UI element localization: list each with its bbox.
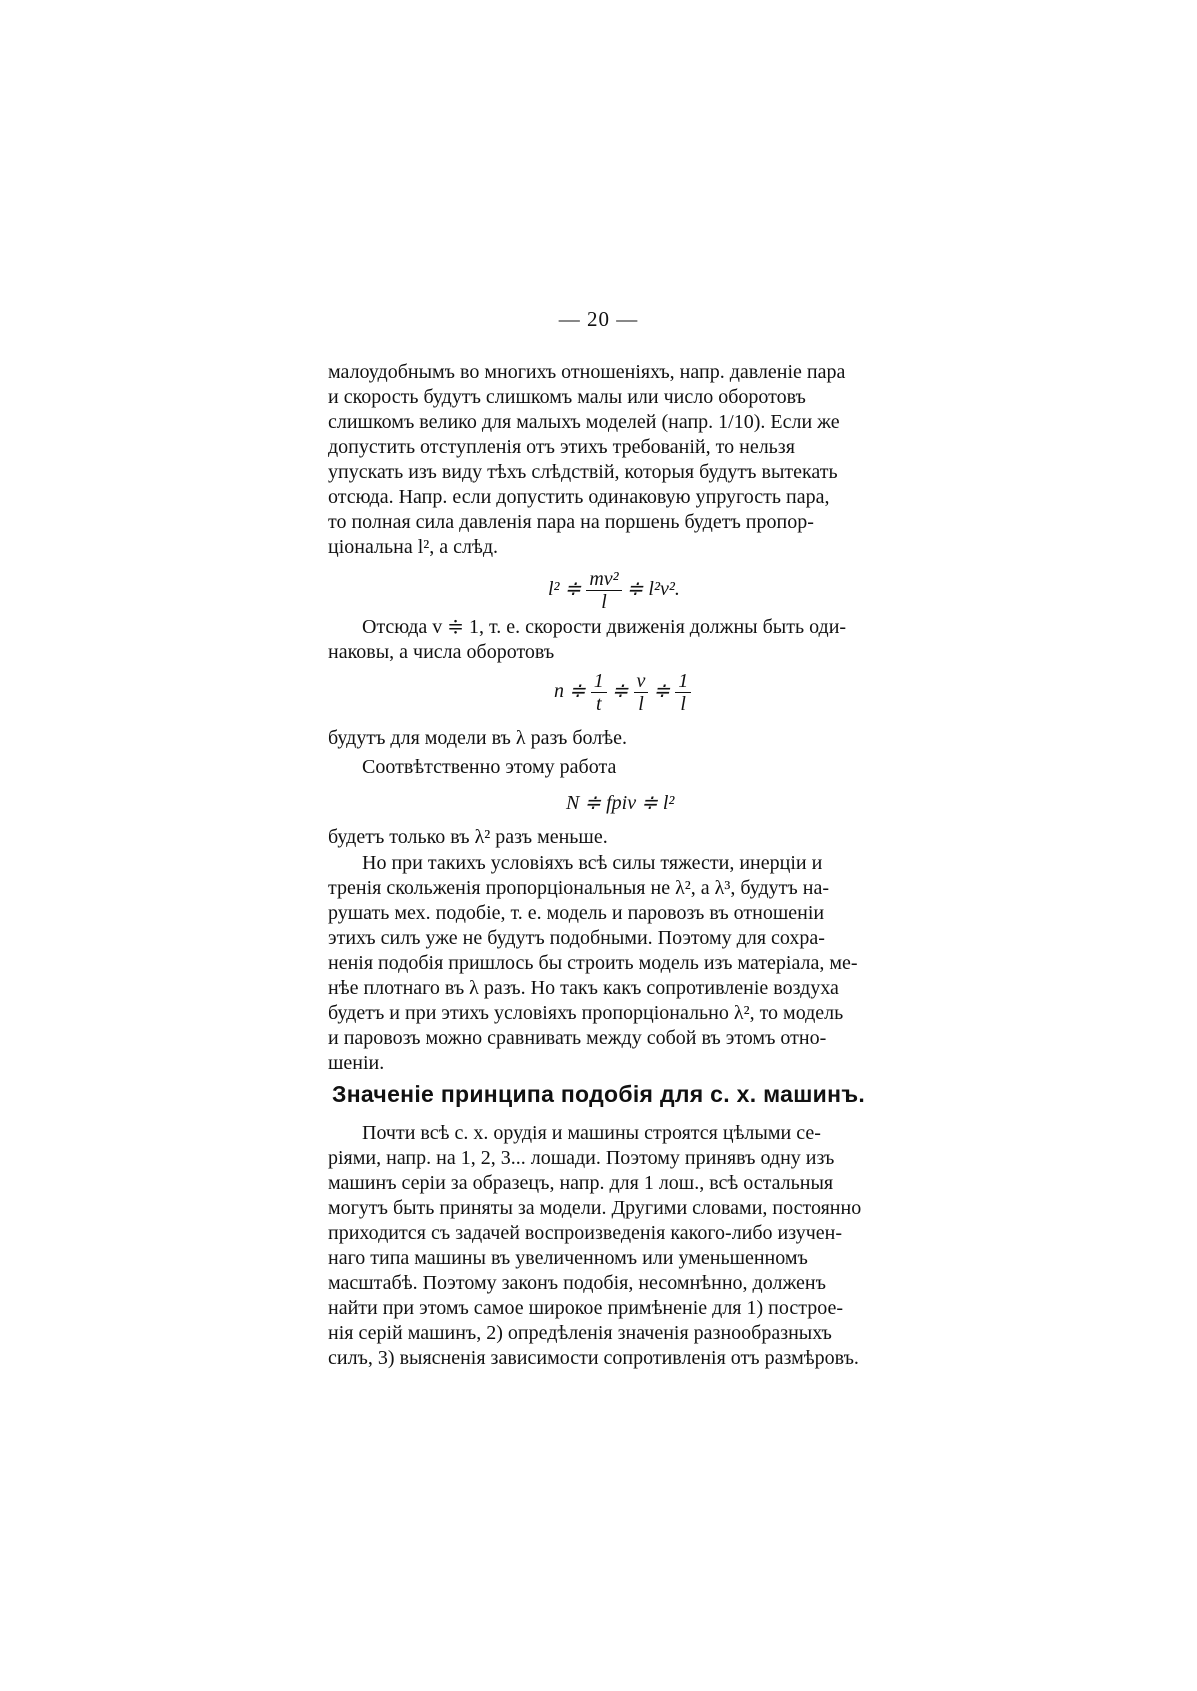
text-line: слишкомъ велико для малыхъ моделей (напр. 1/10). Если же <box>328 411 840 433</box>
formula-2-fraction-3 <box>675 670 691 715</box>
paragraph-2 <box>328 615 923 665</box>
text-line: приходится съ задачей воспроизведенія какого-либо изучен- <box>328 1222 843 1244</box>
text-line: и скорость будутъ слишкомъ малы или число оборотовъ <box>328 386 806 408</box>
formula-2-fraction-2 <box>634 670 649 715</box>
formula-1-denominator: l <box>601 591 607 613</box>
page-number: — 20 — <box>558 307 639 331</box>
text-line: наго типа машины въ увеличенномъ или уменьшенномъ <box>328 1247 808 1269</box>
text-line: упускать изъ виду тѣхъ слѣдствій, которыя будутъ вытекать <box>328 461 838 483</box>
text-line: рушать мех. подобіе, т. е. модель и паровозъ въ отношеніи <box>328 902 825 924</box>
text-line: шеніи. <box>328 1052 385 1074</box>
formula-2-numerator-3: 1 <box>675 670 691 693</box>
formula-3: N ≑ fpiv ≑ l² <box>566 792 675 814</box>
text-line: масштабѣ. Поэтому законъ подобія, несомнѣнно, долженъ <box>328 1272 826 1294</box>
text-line: ненія подобія пришлось бы строить модель изъ матеріала, ме- <box>328 952 858 974</box>
text-line: Соотвѣтственно этому работа <box>362 756 617 778</box>
line-3 <box>328 726 923 751</box>
text-line: могутъ быть приняты за модели. Другими словами, постоянно <box>328 1197 862 1219</box>
text-line: Отсюда v ≑ 1, т. е. скорости движенія должны быть оди- <box>362 616 847 638</box>
formula-1-fraction <box>586 568 621 613</box>
formula-2-denominator-3: l <box>680 693 686 715</box>
text-line: ріями, напр. на 1, 2, 3... лошади. Поэтому принявъ одну изъ <box>328 1147 835 1169</box>
formula-2-equiv: ≑ <box>611 680 629 703</box>
line-5 <box>328 825 923 850</box>
formula-2-numerator-1: 1 <box>591 670 607 693</box>
text-line: наковы, а числа оборотовъ <box>328 641 555 663</box>
text-line: машинъ серіи за образецъ, напр. для 1 лош., всѣ остальныя <box>328 1172 834 1194</box>
text-line: нѣе плотнаго въ λ разъ. Но такъ какъ сопротивленіе воздуха <box>328 977 839 999</box>
text-line: Почти всѣ с. х. орудія и машины строятся цѣлыми се- <box>362 1122 821 1144</box>
line-4 <box>328 755 923 780</box>
formula-2 <box>554 670 691 715</box>
text-line: то полная сила давленія пара на поршень будетъ пропор- <box>328 511 814 533</box>
formula-1-left: l² ≑ <box>548 578 582 601</box>
text-line: допустить отступленія отъ этихъ требованій, то нельзя <box>328 436 795 458</box>
text-line: ціональна l², а слѣд. <box>328 536 499 558</box>
text-line: тренія скольженія пропорціональныя не λ², а λ³, будутъ на- <box>328 877 829 899</box>
formula-2-fraction-1 <box>591 670 607 715</box>
paragraph-3 <box>328 851 923 1076</box>
formula-1-numerator: mv² <box>586 568 621 591</box>
text-line: этихъ силъ уже не будутъ подобными. Поэтому для сохра- <box>328 927 825 949</box>
formula-1 <box>548 568 680 613</box>
formula-2-denominator-2: l <box>638 693 644 715</box>
text-line: будутъ для модели въ λ разъ болѣе. <box>328 727 627 749</box>
section-heading: Значеніе принципа подобія для с. х. машинъ. <box>332 1081 866 1107</box>
formula-2-equiv: ≑ <box>653 680 671 703</box>
paragraph-1 <box>328 360 923 560</box>
formula-2-left: n ≑ <box>554 680 586 703</box>
text-line: нія серій машинъ, 2) опредѣленія значенія разнообразныхъ <box>328 1322 832 1344</box>
text-line: будетъ только въ λ² разъ меньше. <box>328 826 608 848</box>
text-line: будетъ и при этихъ условіяхъ пропорціонально λ², то модель <box>328 1002 844 1024</box>
text-line: малоудобнымъ во многихъ отношеніяхъ, напр. давленіе пара <box>328 361 846 383</box>
paragraph-4 <box>328 1121 923 1371</box>
formula-2-denominator-1: t <box>595 693 602 715</box>
text-line: силъ, 3) выясненія зависимости сопротивленія отъ размѣровъ. <box>328 1347 859 1369</box>
text-line: найти при этомъ самое широкое примѣненіе для 1) построе- <box>328 1297 844 1319</box>
text-line: отсюда. Напр. если допустить одинаковую упругость пара, <box>328 486 830 508</box>
text-line: Но при такихъ условіяхъ всѣ силы тяжести, инерціи и <box>362 852 823 874</box>
formula-1-right: ≑ l²v². <box>626 578 680 601</box>
text-line: и паровозъ можно сравнивать между собой въ этомъ отно- <box>328 1027 827 1049</box>
formula-2-numerator-2: v <box>634 670 649 693</box>
